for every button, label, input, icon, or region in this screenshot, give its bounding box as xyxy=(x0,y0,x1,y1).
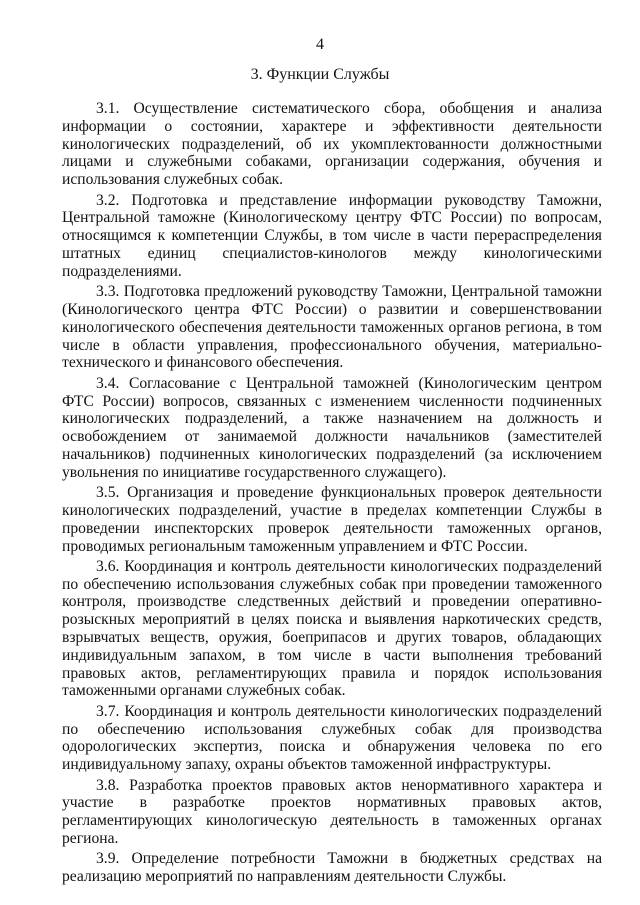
page-number: 4 xyxy=(316,36,324,53)
paragraph-3-9: 3.9. Определение потребности Таможни в бюджетных средствах на реализацию мероприятий по направлениям деятельности Службы. xyxy=(62,850,602,886)
paragraph-3-5: 3.5. Организация и проведение функциональных проверок деятельности кинологических подразделений, участие в пределах компетенции Службы в проведении инспекторских проверок деятельности таможенных органов, проводимых региональным таможенным управлением и ФТС России. xyxy=(62,484,602,555)
paragraph-3-2: 3.2. Подготовка и представление информации руководству Таможни, Центральной таможне (Кинологическому центру ФТС России) по вопросам, относящимся к компетенции Службы, в том числе в части перераспределения штатных единиц специалистов-кинологов между кинологическими подразделениями. xyxy=(62,191,602,280)
paragraph-3-7: 3.7. Координация и контроль деятельности кинологических подразделений по обеспечению использования служебных собак для производства одорологических экспертиз, поиска и обнаружения человека по его индивидуальному запаху, охраны объектов таможенной инфраструктуры. xyxy=(62,702,602,774)
paragraph-3-3: 3.3. Подготовка предложений руководству Таможни, Центральной таможни (Кинологического центра ФТС России) о развитии и совершенствовании кинологического обеспечения деятельности таможенных органов региона, в том числе в области управления, профессионального обучения, материально-технического и финансового обеспечения. xyxy=(62,283,602,372)
document-body xyxy=(62,100,602,889)
paragraph-3-4: 3.4. Согласование с Центральной таможней (Кинологическим центром ФТС России) вопросов, связанных с изменением численности подчиненных кинологических подразделений, а также назначением на должность и освобождением от занимаемой должности начальников (заместителей начальников) подчиненных кинологических подразделений (за исключением увольнения по инициативе государственного служащего). xyxy=(62,374,602,481)
section-title: 3. Функции Службы xyxy=(250,66,390,83)
paragraph-3-6: 3.6. Координация и контроль деятельности кинологических подразделений по обеспечению использования служебных собак при проведении таможенного контроля, производстве следственных действий и проведении оперативно-розыскных мероприятий в целях поиска и выявления наркотических средств, взрывчатых веществ, оружия, боеприпасов и других товаров, обладающих индивидуальным запахом, в том числе в части выполнения требований правовых актов, регламентирующих правила и порядок использования таможенными органами служебных собак. xyxy=(62,557,602,700)
paragraph-3-1: 3.1. Осуществление систематического сбора, обобщения и анализа информации о состоянии, характере и эффективности деятельности кинологических подразделений, об их укомплектованности должностными лицами и служебными собаками, организации содержания, обучения и использования служебных собак. xyxy=(62,100,602,189)
paragraph-3-8: 3.8. Разработка проектов правовых актов ненормативного характера и участие в разработке проектов нормативных правовых актов, регламентирующих кинологическую деятельность в таможенных органах региона. xyxy=(62,776,602,848)
